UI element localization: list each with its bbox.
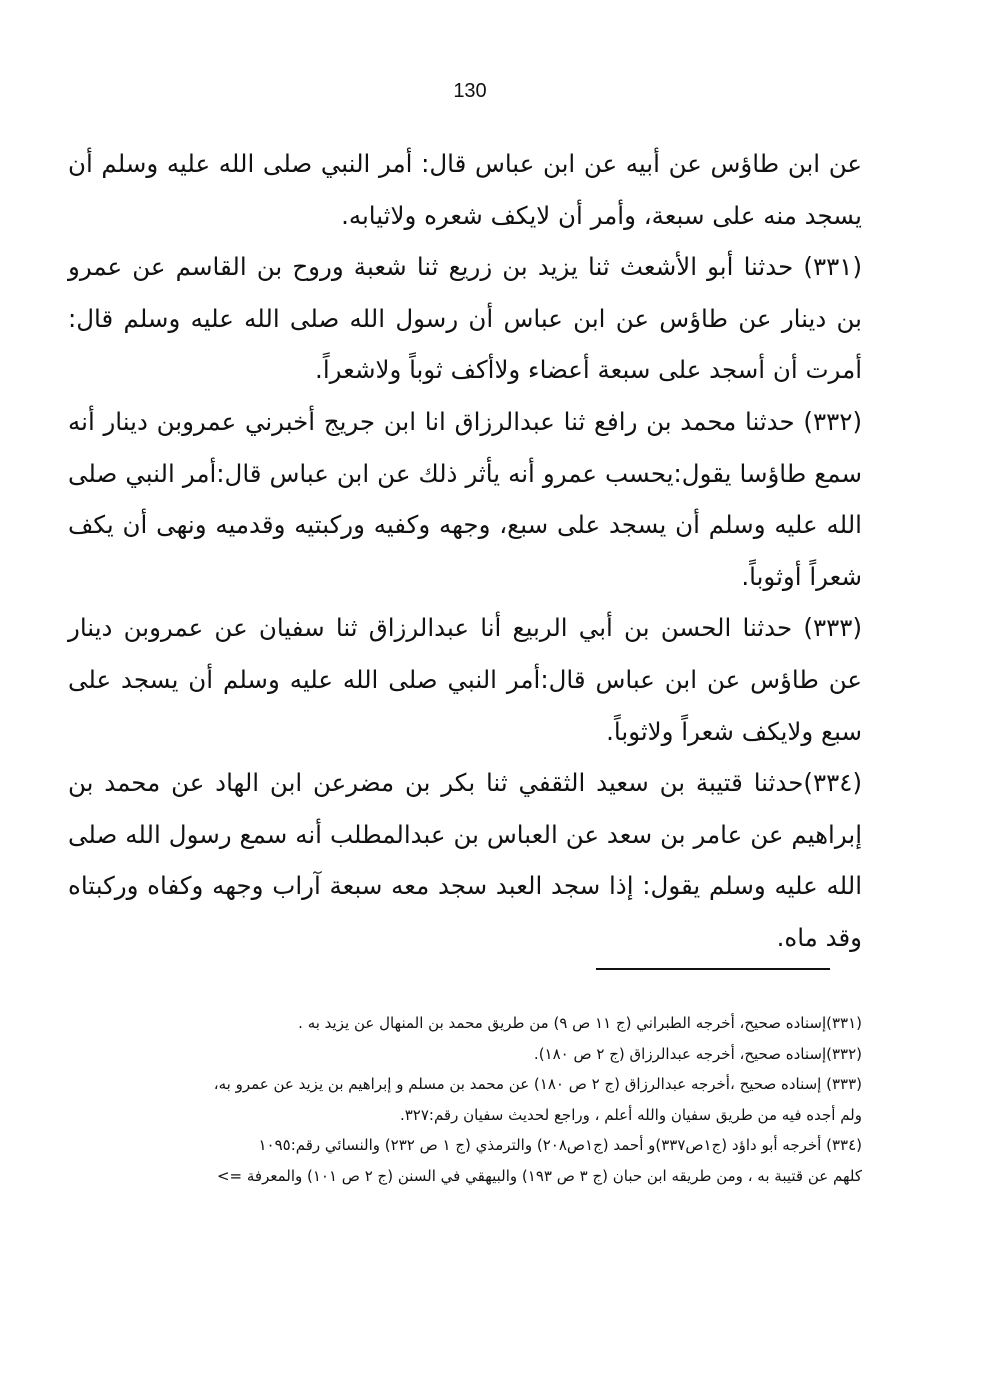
footnote-separator bbox=[596, 968, 830, 970]
page-number: 130 bbox=[453, 80, 487, 102]
footnotes bbox=[68, 1008, 862, 1191]
main-text bbox=[68, 138, 862, 964]
paragraph-333: (٣٣٣) حدثنا الحسن بن أبي الربيع أنا عبدالرزاق ثنا سفيان عن عمروبن دينار عن طاؤس عن ابن عباس قال:أمر النبي صلى الله عليه وسلم أن يسجد على سبع ولايكف شعراً ولاثوباً. bbox=[68, 613, 862, 746]
paragraph-intro: عن ابن طاؤس عن أبيه عن ابن عباس قال: أمر النبي صلى الله عليه وسلم أن يسجد منه على سبعة، وأمر أن لايكف شعره ولاثيابه. bbox=[68, 149, 862, 230]
footnote-334: (٣٣٤) أخرجه أبو داؤد (ج١ص٣٣٧)و أحمد (ج١ص٢٠٨) والترمذي (ج ١ ص ٢٣٢) والنسائي رقم:١٠٩٥ bbox=[258, 1136, 862, 1154]
footnote-333-continued: ولم أجده فيه من طريق سفيان والله أعلم ، وراجع لحديث سفيان رقم:٣٢٧. bbox=[399, 1105, 862, 1124]
paragraph-332: (٣٣٢) حدثنا محمد بن رافع ثنا عبدالرزاق انا ابن جريج أخبرني عمروبن دينار أنه سمع طاؤسا يقول:يحسب عمرو أنه يأثر ذلك عن ابن عباس قال:أمر النبي صلى الله عليه وسلم أن يسجد على سبع، وجهه وكفيه وركبتيه وقدميه ونهى أن يكف شعراً أوثوباً. bbox=[68, 406, 862, 591]
footnote-333: (٣٣٣) إسناده صحيح ،أخرجه عبدالرزاق (ج ٢ ص ١٨٠) عن محمد بن مسلم و إبراهيم بن يزيد عن عمرو به، bbox=[213, 1075, 862, 1093]
paragraph-331: (٣٣١) حدثنا أبو الأشعث ثنا يزيد بن زريع ثنا شعبة وروح بن القاسم عن عمرو بن دينار عن طاؤس عن ابن عباس أن رسول الله صلى الله عليه وسلم قال: أمرت أن أسجد على سبعة أعضاء ولاأكف ثوباً ولاشعراً. bbox=[68, 252, 862, 385]
footnote-332: (٣٣٢)إسناده صحيح، أخرجه عبدالرزاق (ج ٢ ص ١٨٠). bbox=[533, 1044, 862, 1063]
paragraph-334: (٣٣٤)حدثنا قتيبة بن سعيد الثقفي ثنا بكر بن مضرعن ابن الهاد عن محمد بن إبراهيم عن عامر بن سعد عن العباس بن عبدالمطلب أنه سمع رسول الله صلى الله عليه وسلم يقول: إذا سجد العبد سجد معه سبعة آراب وجهه وكفاه وركبتاه وقد ماه. bbox=[68, 768, 862, 952]
footnote-334-continued: كلهم عن قتيبة به ، ومن طريقه ابن حبان (ج ٣ ص ١٩٣) والبيهقي في السنن (ج ٢ ص ١٠١) والمعرفة => bbox=[216, 1166, 862, 1185]
footnote-331: (٣٣١)إسناده صحيح، أخرجه الطبراني (ج ١١ ص ٩) من طريق محمد بن المنهال عن يزيد به . bbox=[298, 1014, 862, 1032]
